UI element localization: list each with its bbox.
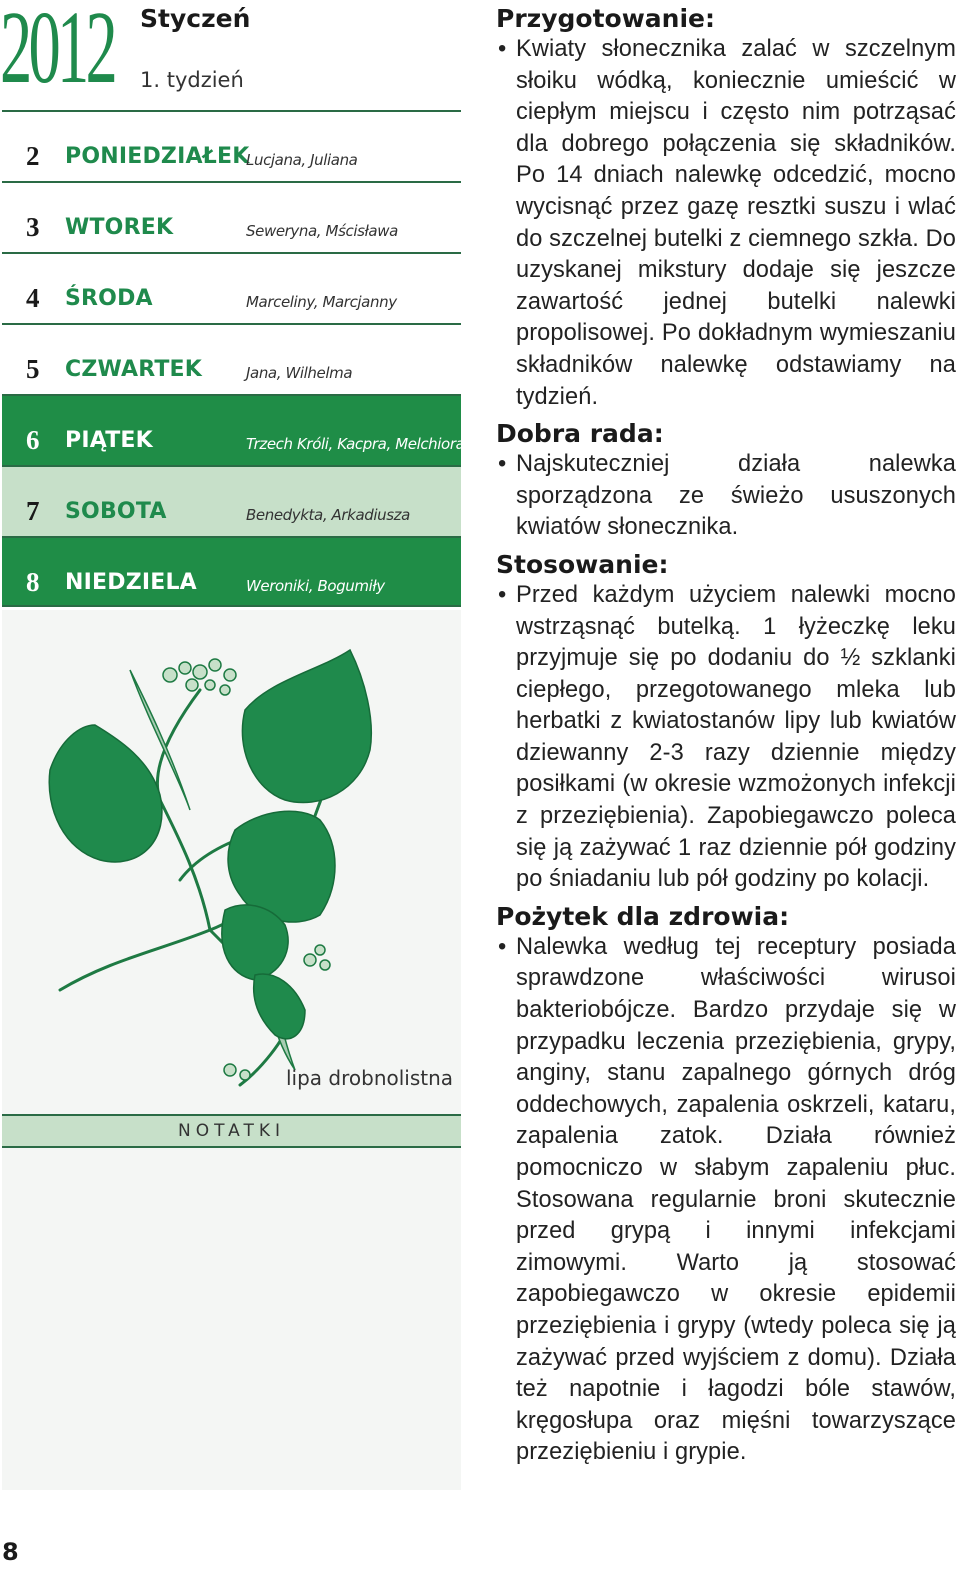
page-number: 8: [2, 1538, 19, 1566]
notes-bar: [2, 1114, 461, 1148]
section-paragraph: • Kwiaty słonecznika zalać w szczelnym słoiku wódką, koniecznie umieścić w ciepłym miejscu i często nim potrząsać dla dobrego połączenia się składników. Po 14 dniach nalewkę odcedzić, mocno wycisnąć przez gazę resztki suszu i wlać do szczelnej butelki z ciemnego szkła. Do uzyskanej mikstury dodaje się jeszcze zawartość jednej butelki nalewki propolisowej. Po dokładnym wymieszaniu składników nalewkę odstawiamy na tydzień.: [496, 34, 956, 413]
day-name: SOBOTA: [65, 499, 167, 524]
section-advice: [496, 419, 956, 544]
plant-caption: lipa drobnolistna: [286, 1066, 454, 1090]
week-label: 1. tydzień: [140, 68, 244, 92]
section-health-benefits: [496, 902, 956, 1469]
days-list: [2, 110, 465, 607]
name-day-names: Seweryna, Mścisława: [246, 222, 398, 240]
day-row-saturday: [2, 465, 461, 536]
day-number: 3: [26, 212, 40, 242]
name-day-names: Trzech Króli, Kacpra, Melchiora: [246, 435, 465, 453]
section-heading: Stosowanie:: [496, 549, 669, 579]
day-name: PONIEDZIAŁEK: [65, 144, 250, 169]
day-row-sunday: [2, 536, 461, 607]
day-number: 5: [26, 354, 40, 384]
section-usage: [496, 550, 956, 896]
day-row-monday: [2, 110, 461, 181]
name-day-names: Marceliny, Marcjanny: [246, 293, 397, 311]
day-name: ŚRODA: [65, 286, 153, 311]
day-name: WTOREK: [65, 215, 174, 240]
day-number: 2: [26, 141, 40, 171]
section-paragraph: • Przed każdym użyciem nalewki mocno wstrząsnąć butelką. 1 łyżeczkę leku przyjmuje się po dodaniu do ½ szklanki ciepłego, przegotowanego mleka lub herbatki z kwiatostanów lipy lub kwiatów dziewanny 2-3 razy dziennie między posiłkami (w okresie wzmożonych infekcji z przeziębienia). Zapobiegawczo poleca się ją zażywać 1 raz dziennie pół godziny po śniadaniu lub pół godziny po kolacji.: [496, 580, 956, 896]
section-heading: Pożytek dla zdrowia:: [496, 901, 790, 931]
section-heading: Przygotowanie:: [496, 4, 715, 33]
day-number: 7: [26, 496, 40, 526]
day-name: PIĄTEK: [65, 428, 153, 453]
section-preparation: [496, 4, 956, 413]
day-row-friday: [2, 394, 465, 465]
name-day-names: Jana, Wilhelma: [246, 364, 353, 382]
day-row-thursday: [2, 323, 461, 394]
day-row-tuesday: [2, 181, 461, 252]
notes-label: NOTATKI: [177, 1121, 286, 1141]
name-day-names: Lucjana, Juliana: [246, 151, 358, 169]
month-heading: Styczeń: [140, 4, 251, 33]
name-day-names: Benedykta, Arkadiusza: [246, 506, 410, 524]
recipe-text-column: [496, 0, 956, 1469]
day-name: NIEDZIELA: [65, 570, 197, 595]
section-paragraph: • Najskuteczniej działa nalewka sporządzona ze świeżo ususzonych kwiatów słonecznika.: [496, 449, 956, 544]
linden-branch-icon: [20, 630, 410, 1100]
day-number: 6: [26, 425, 40, 455]
name-day-names: Weroniki, Bogumiły: [246, 577, 385, 595]
year-heading: 2012: [0, 0, 115, 105]
section-heading: Dobra rada:: [496, 419, 664, 449]
section-paragraph: • Nalewka według tej receptury posiada sprawdzone właściwości wirusoi bakteriobójcze. Bardzo przydaje się w przypadku leczenia przeziębienia, grypy, anginy, stanu zapalnego górnych dróg oddechowych, zapalenia oskrzeli, kataru, zapalenia zatok. Działa również pomocniczo w słabym zapaleniu płuc. Stosowana regularnie broni skutecznie przed grypą i innymi infekcjami zimowymi. Warto ją stosować zapobiegawczo w okresie epidemii przeziębienia i grypy (wtedy poleca się ją zażywać przed wyjściem z domu). Działa też napotnie i łagodzi bóle stawów, kręgosłupa oraz mięśni towarzyszące przeziębieniu i grypie.: [496, 932, 956, 1469]
day-number: 4: [26, 283, 40, 313]
day-number: 8: [26, 567, 40, 597]
day-name: CZWARTEK: [65, 357, 203, 382]
day-row-wednesday: [2, 252, 461, 323]
